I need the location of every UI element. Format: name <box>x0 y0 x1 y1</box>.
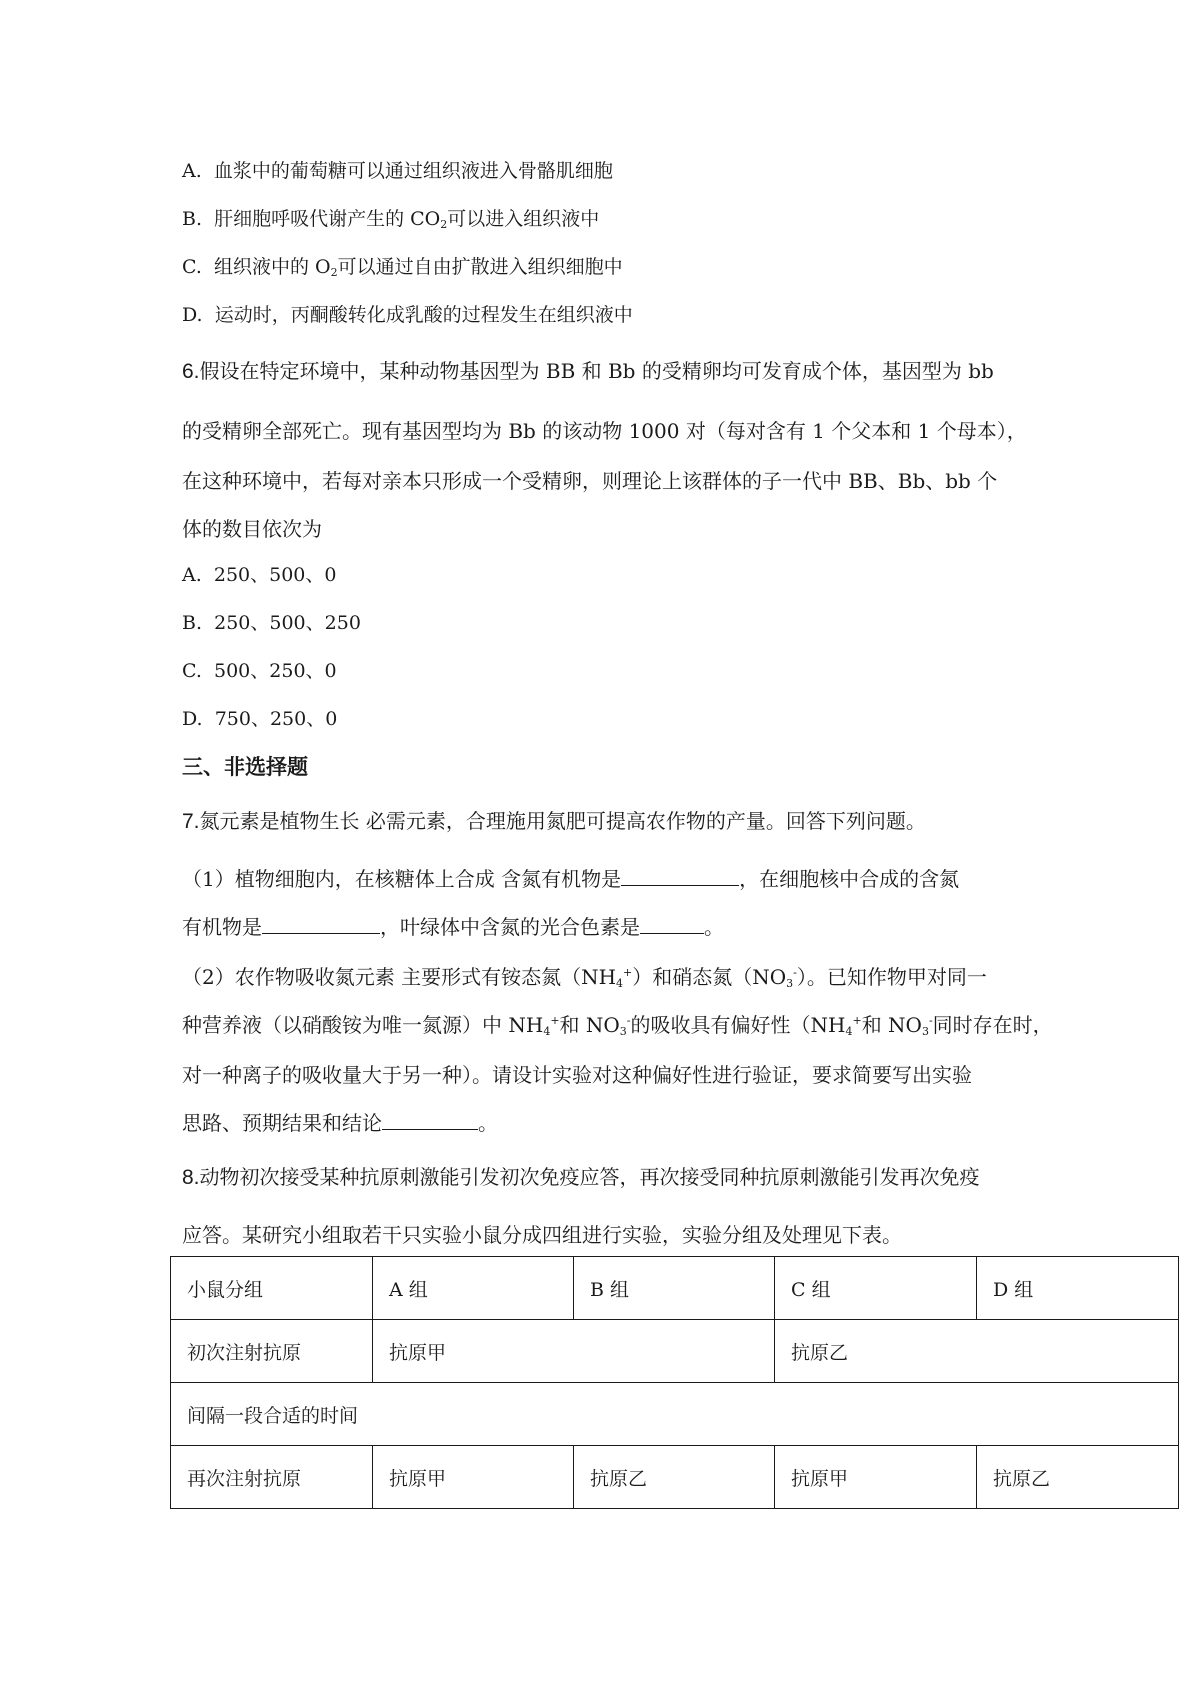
table-cell: A 组 <box>373 1257 574 1320</box>
superscript: - <box>928 1014 933 1027</box>
option-text: 运动时，丙酮酸转化成乳酸的过程发生在组织液中 <box>214 304 633 326</box>
q7-part1-line-1 <box>182 865 959 893</box>
option-text: 可以通过自由扩散进入组织细胞中 <box>337 256 623 278</box>
table-cell: 抗原甲 <box>373 1320 775 1383</box>
text-run: 。 <box>478 1111 498 1135</box>
text-run: ）。已知作物甲对同一 <box>796 965 987 989</box>
subscript: 4 <box>845 1025 853 1038</box>
option-text: 可以进入组织液中 <box>447 208 600 230</box>
table-cell: 间隔一段合适的时间 <box>171 1383 1179 1446</box>
table-cell: 初次注射抗原 <box>171 1320 373 1383</box>
option-text: 250、500、0 <box>213 564 337 586</box>
stem-text: 氮元素是植物生长 必需元素，合理施用氮肥可提高农作物的产量。回答下列问题。 <box>199 809 926 833</box>
subscript: 4 <box>543 1025 551 1038</box>
table-cell: B 组 <box>574 1257 775 1320</box>
option-text: 血浆中的葡萄糖可以通过组织液进入骨骼肌细胞 <box>213 160 613 182</box>
subscript: 4 <box>616 977 624 990</box>
question-number: 8. <box>182 1166 200 1189</box>
q6-option-a <box>182 561 336 589</box>
q5-option-b <box>182 205 599 233</box>
text-run: （1）植物细胞内，在核糖体上合成 含氮有机物是 <box>182 867 622 891</box>
q6-option-b <box>182 609 361 637</box>
question-number: 7. <box>182 810 200 833</box>
option-letter: D. <box>182 708 203 730</box>
text-run: 有机物是 <box>182 915 262 939</box>
text-run: 。 <box>704 915 724 939</box>
option-letter: A. <box>182 160 202 182</box>
q7-part2-line-4 <box>182 1109 498 1137</box>
text-run: ，叶绿体中含氮的光合色素是 <box>380 915 640 939</box>
q5-option-c <box>182 253 623 281</box>
table-cell: C 组 <box>775 1257 977 1320</box>
subscript: 2 <box>330 266 338 279</box>
stem-text: 动物初次接受某种抗原刺激能引发初次免疫应答，再次接受同种抗原刺激能引发再次免疫 <box>199 1165 980 1189</box>
stem-text: 假设在特定环境中，某种动物基因型为 BB 和 Bb 的受精卵均可发育成个体，基因型为 bb <box>199 359 994 383</box>
question-number: 6. <box>182 360 200 383</box>
superscript: + <box>852 1014 862 1027</box>
answer-blank[interactable] <box>621 867 739 886</box>
text-run: （2）农作物吸收氮元素 主要形式有铵态氮（NH <box>182 965 617 989</box>
text-run: 同时存在时， <box>932 1013 1053 1037</box>
table-row <box>171 1446 1179 1509</box>
text-run: 和 NO <box>861 1013 922 1037</box>
table-cell: 小鼠分组 <box>171 1257 373 1320</box>
subscript: 3 <box>619 1025 627 1038</box>
table-cell: 抗原乙 <box>977 1446 1179 1509</box>
q8-stem-line-2: 应答。某研究小组取若干只实验小鼠分成四组进行实验，实验分组及处理见下表。 <box>182 1223 902 1247</box>
option-letter: A. <box>182 564 202 586</box>
table-row <box>171 1320 1179 1383</box>
option-text: 500、250、0 <box>214 660 337 682</box>
superscript: + <box>550 1014 560 1027</box>
option-letter: B. <box>182 208 203 230</box>
q6-option-d <box>182 705 337 733</box>
superscript: + <box>623 966 633 979</box>
option-text: 250、500、250 <box>214 612 361 634</box>
text-run: 的吸收具有偏好性（NH <box>630 1013 846 1037</box>
q7-part2-line-2 <box>182 1011 1053 1039</box>
text-run: 种营养液（以硝酸铵为唯一氮源）中 NH <box>182 1013 544 1037</box>
answer-blank[interactable] <box>640 915 704 934</box>
table-cell: D 组 <box>977 1257 1179 1320</box>
subscript: 3 <box>921 1025 929 1038</box>
table-cell: 再次注射抗原 <box>171 1446 373 1509</box>
table-cell: 抗原甲 <box>373 1446 574 1509</box>
table-cell: 抗原甲 <box>775 1446 977 1509</box>
option-letter: C. <box>182 256 202 278</box>
option-text: 肝细胞呼吸代谢产生的 CO <box>214 208 441 230</box>
subscript: 3 <box>786 977 794 990</box>
superscript: - <box>626 1014 631 1027</box>
q5-option-d <box>182 301 633 329</box>
table-cell: 抗原乙 <box>775 1320 1179 1383</box>
text-run: 和 NO <box>559 1013 620 1037</box>
text-run: ）和硝态氮（NO <box>632 965 787 989</box>
q7-part2-line-3: 对一种离子的吸收量大于另一种）。请设计实验对这种偏好性进行验证，要求简要写出实验 <box>182 1063 972 1087</box>
table-row <box>171 1257 1179 1320</box>
q8-stem-line-1 <box>182 1163 980 1192</box>
option-letter: C. <box>182 660 202 682</box>
text-run: 思路、预期结果和结论 <box>182 1111 382 1135</box>
option-text: 750、250、0 <box>214 708 338 730</box>
text-run: ，在细胞核中合成的含氮 <box>739 867 960 891</box>
table-row <box>171 1383 1179 1446</box>
q7-intro <box>182 807 926 836</box>
q6-stem-line-2: 的受精卵全部死亡。现有基因型均为 Bb 的该动物 1000 对（每对含有 1 个父本和 1 个母本）， <box>182 419 1027 443</box>
q7-part1-line-2 <box>182 913 724 941</box>
section-heading: 三、非选择题 <box>182 754 308 779</box>
q6-stem-line-4: 体的数目依次为 <box>182 517 322 541</box>
answer-blank[interactable] <box>262 915 380 934</box>
experiment-table <box>170 1256 1179 1509</box>
answer-blank[interactable] <box>382 1111 478 1130</box>
q6-stem-line-3: 在这种环境中，若每对亲本只形成一个受精卵，则理论上该群体的子一代中 BB、Bb、bb 个 <box>182 469 998 493</box>
subscript: 2 <box>440 218 448 231</box>
superscript: - <box>793 966 797 979</box>
option-letter: B. <box>182 612 203 634</box>
table-cell: 抗原乙 <box>574 1446 775 1509</box>
q6-option-c <box>182 657 337 685</box>
q7-part2-line-1 <box>182 963 987 991</box>
option-text: 组织液中的 O <box>214 256 331 278</box>
q5-option-a <box>182 157 613 185</box>
option-letter: D. <box>182 304 203 326</box>
q6-stem-line-1 <box>182 357 994 386</box>
